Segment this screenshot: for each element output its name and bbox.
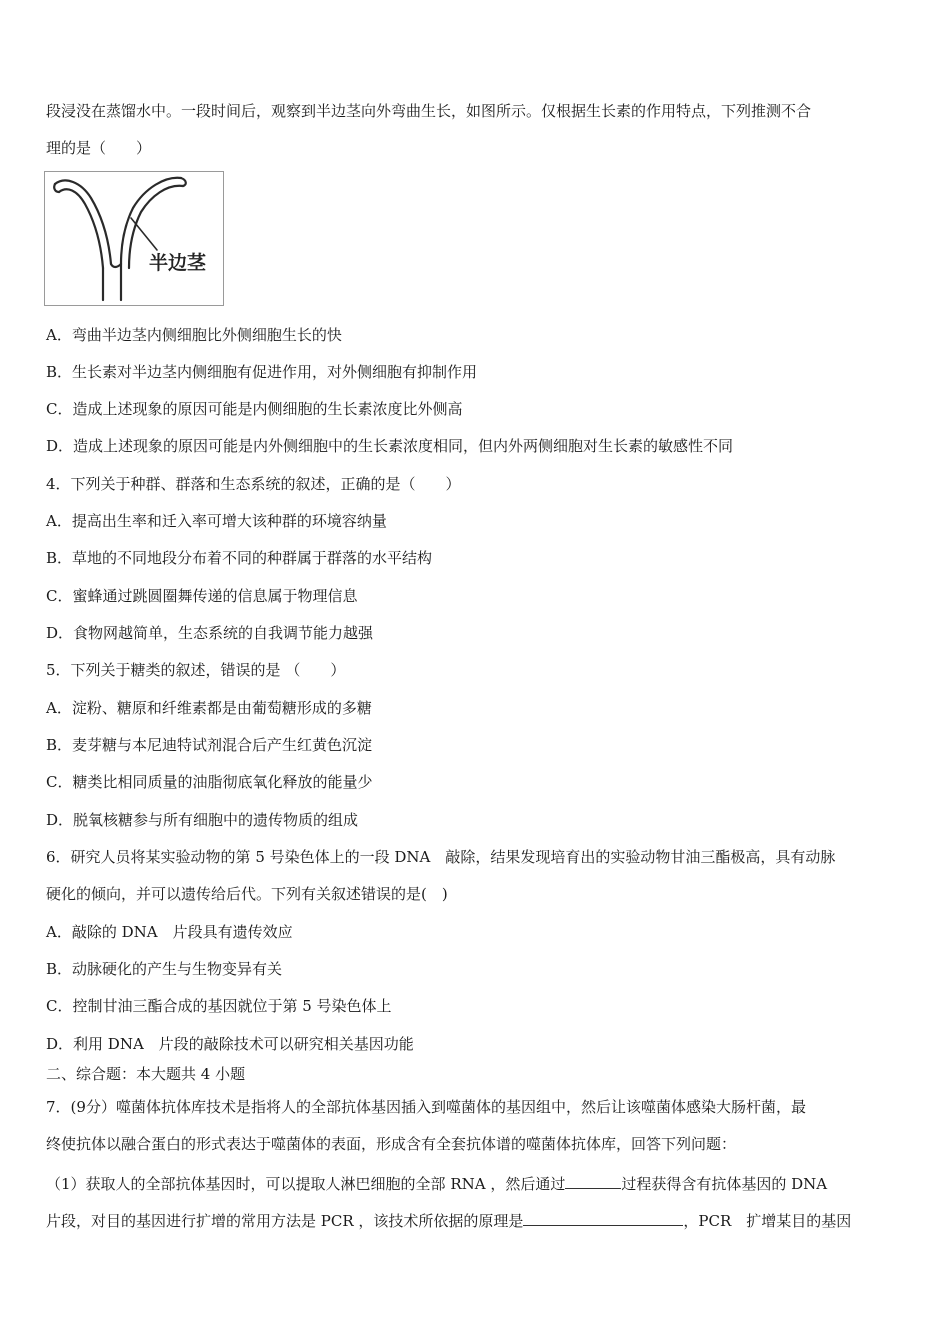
q6-option-d: D．利用 DNA 片段的敲除技术可以研究相关基因功能 <box>46 1035 414 1053</box>
q7-part1-text-a: （1）获取人的全部抗体基因时，可以提取人淋巴细胞的全部 RNA ，然后通过 <box>46 1175 566 1193</box>
q6-option-a: A．敲除的 DNA 片段具有遗传效应 <box>46 923 293 941</box>
figure-label: 半边茎 <box>149 252 207 274</box>
q5-option-b: B．麦芽糖与本尼迪特试剂混合后产生红黄色沉淀 <box>46 736 373 754</box>
q5-option-c: C．糖类比相同质量的油脂彻底氧化释放的能量少 <box>46 773 373 791</box>
q6-stem-line-2: 硬化的倾向，并可以遗传给后代。下列有关叙述错误的是( ) <box>46 885 448 903</box>
half-stem-figure <box>44 171 224 306</box>
q3-option-b: B．生长素对半边茎内侧细胞有促进作用，对外侧细胞有抑制作用 <box>46 363 478 381</box>
q3-intro-line-1: 段浸没在蒸馏水中。一段时间后，观察到半边茎向外弯曲生长，如图所示。仅根据生长素的作用特点，下列推测不合 <box>46 102 812 120</box>
q3-option-c: C．造成上述现象的原因可能是内侧细胞的生长素浓度比外侧高 <box>46 400 463 418</box>
answer-blank-1[interactable] <box>565 1172 621 1189</box>
q6-option-b: B．动脉硬化的产生与生物变异有关 <box>46 960 283 978</box>
q3-intro-line-2: 理的是（ ） <box>46 139 152 157</box>
q5-option-d: D．脱氧核糖参与所有细胞中的遗传物质的组成 <box>46 811 359 829</box>
section-2-heading: 二、综合题：本大题共 4 小题 <box>46 1065 246 1083</box>
q6-option-c: C．控制甘油三酯合成的基因就位于第 5 号染色体上 <box>46 997 392 1015</box>
q5-option-a: A．淀粉、糖原和纤维素都是由葡萄糖形成的多糖 <box>46 699 372 717</box>
answer-blank-2[interactable] <box>523 1209 683 1226</box>
q4-option-c: C．蜜蜂通过跳圆圈舞传递的信息属于物理信息 <box>46 587 358 605</box>
q4-stem: 4．下列关于种群、群落和生态系统的叙述，正确的是（ ） <box>46 475 461 493</box>
q7-stem-line-2: 终使抗体以融合蛋白的形式表达于噬菌体的表面，形成含有全套抗体谱的噬菌体抗体库，回答下列问题： <box>46 1135 737 1153</box>
q7-part1-text-c: 片段，对目的基因进行扩增的常用方法是 PCR ，该技术所依据的原理是 <box>46 1212 524 1230</box>
q7-part1-line-1 <box>46 1172 827 1194</box>
q7-part1-line-2 <box>46 1209 851 1231</box>
q4-option-b: B．草地的不同地段分布着不同的种群属于群落的水平结构 <box>46 549 433 567</box>
q4-option-d: D．食物网越简单，生态系统的自我调节能力越强 <box>46 624 374 642</box>
q7-part1-text-b: 过程获得含有抗体基因的 DNA <box>621 1175 828 1193</box>
q6-stem-line-1: 6．研究人员将某实验动物的第 5 号染色体上的一段 DNA 敲除，结果发现培育出的实验动物甘油三酯极高，具有动脉 <box>46 848 836 866</box>
q3-option-d: D．造成上述现象的原因可能是内外侧细胞中的生长素浓度相同，但内外两侧细胞对生长素的敏感性不同 <box>46 437 734 455</box>
q7-stem-line-1: 7．(9分）噬菌体抗体库技术是指将人的全部抗体基因插入到噬菌体的基因组中，然后让该噬菌体感染大肠杆菌，最 <box>46 1098 806 1116</box>
q3-option-a: A．弯曲半边茎内侧细胞比外侧细胞生长的快 <box>46 326 342 344</box>
q5-stem: 5．下列关于糖类的叙述，错误的是 （ ） <box>46 661 346 679</box>
q7-part1-text-d: ，PCR 扩增某目的基因 <box>683 1212 852 1230</box>
half-stem-drawing <box>45 172 223 305</box>
q4-option-a: A．提高出生率和迁入率可增大该种群的环境容纳量 <box>46 512 387 530</box>
